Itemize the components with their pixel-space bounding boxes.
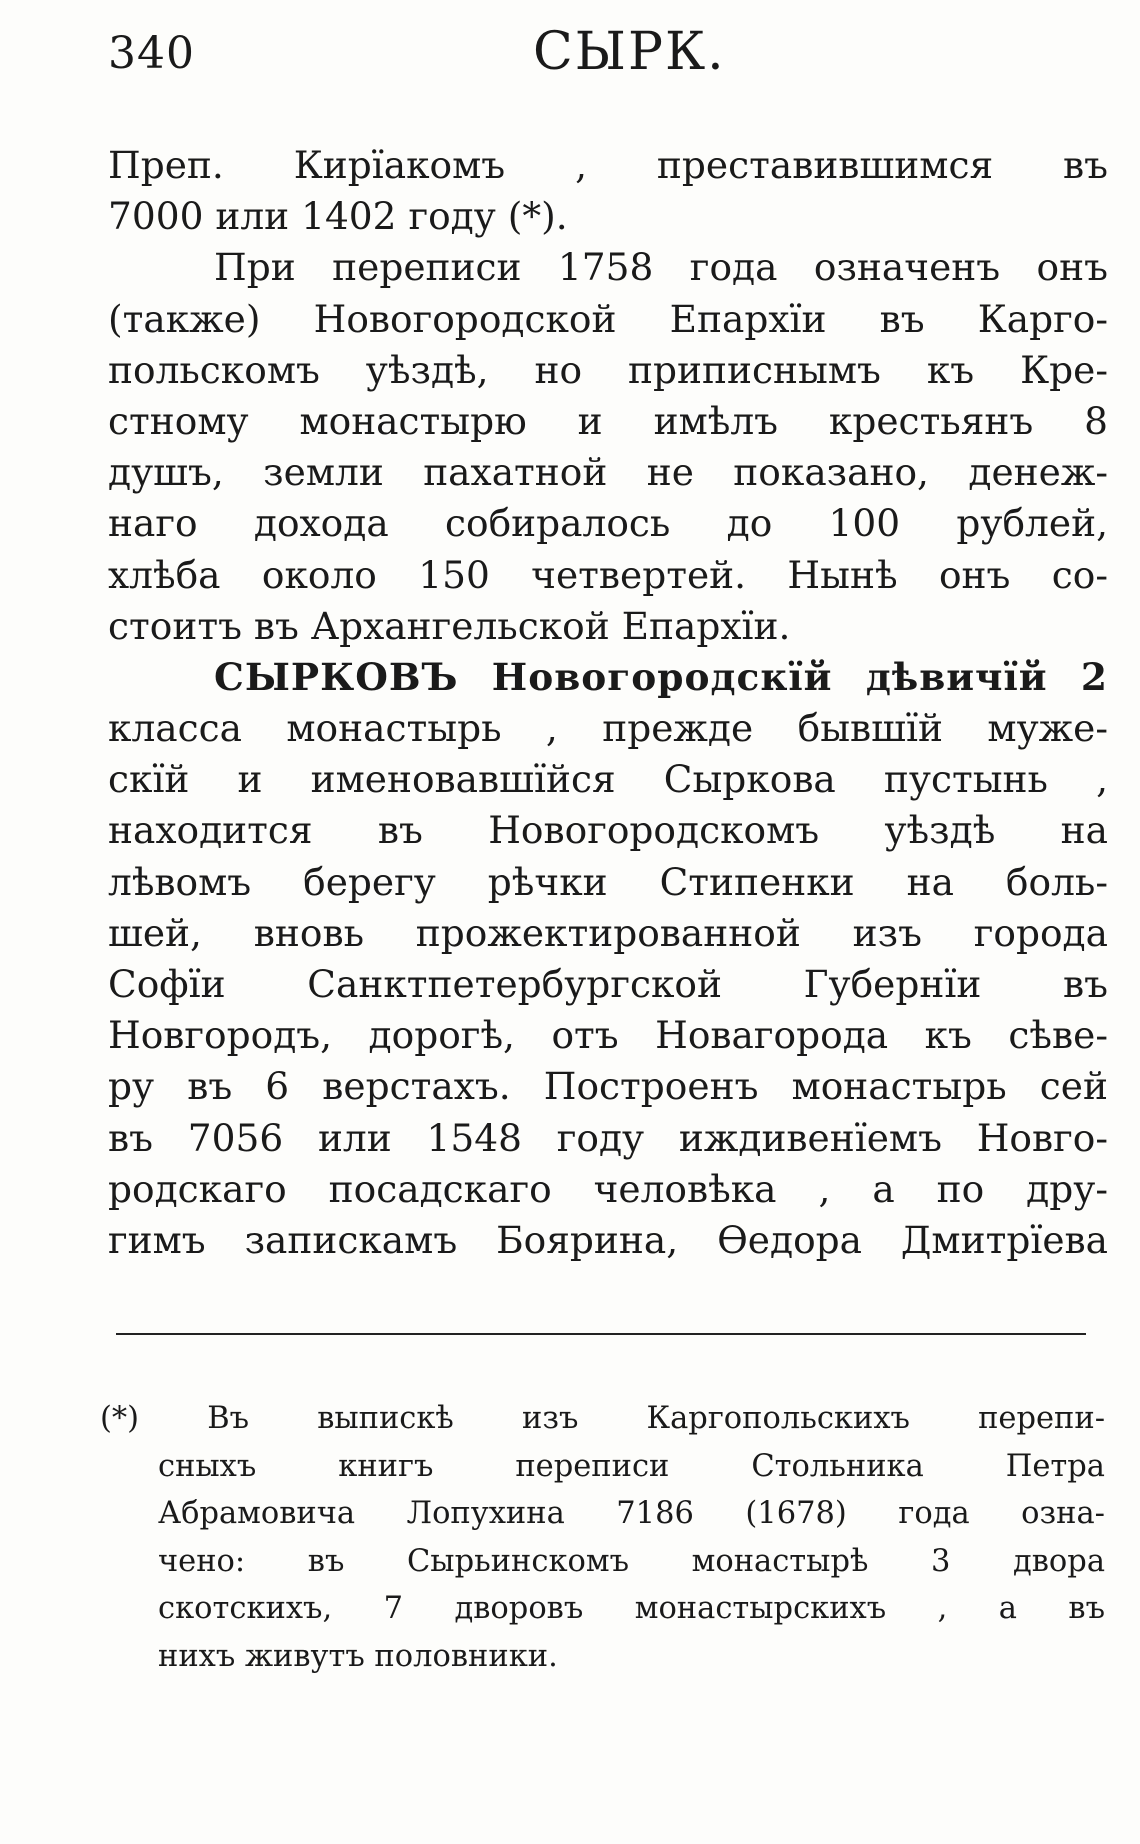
text-line: Преп. Кирїакомъ , преставившимся въ xyxy=(108,143,1108,187)
text-line: родскаго посадскаго человѣка , а по дру- xyxy=(108,1166,1108,1211)
footnote-line: (*) Въ выпискѣ изъ Каргопольскихъ перепи- xyxy=(100,1401,1105,1436)
footnote-line: скотскихъ, 7 дворовъ монастырскихъ , а въ xyxy=(158,1591,1105,1626)
footnote-line: сныхъ книгъ переписи Стольника Петра xyxy=(158,1448,1105,1484)
page-header xyxy=(108,22,1108,82)
text-line: Новгородъ, дорогѣ, отъ Новагорода къ сѣве- xyxy=(108,1013,1108,1058)
text-line: класса монастырь , прежде бывшїй муже- xyxy=(108,706,1108,751)
text-line: стоитъ въ Архангельской Епархїи. xyxy=(108,603,791,648)
footnote-line: Абрамовича Лопухина 7186 (1678) года озна- xyxy=(158,1496,1105,1531)
text-line: лѣвомъ берегу рѣчки Стипенки на боль- xyxy=(108,859,1108,904)
page-number: 340 xyxy=(108,28,195,79)
text-line: 7000 или 1402 году (*). xyxy=(108,194,568,239)
main-text xyxy=(108,140,1108,1266)
text-line: (также) Новогородской Епархїи въ Карго- xyxy=(108,296,1108,341)
text-line: хлѣба около 150 четвертей. Нынѣ онъ со- xyxy=(108,552,1108,597)
text-line: наго дохода собиралось до 100 рублей, xyxy=(108,501,1108,546)
footnote-line: чено: въ Сырьинскомъ монастырѣ 3 двора xyxy=(158,1543,1105,1579)
running-head: СЫРК. xyxy=(533,22,726,82)
text-line: шей, вновь прожектированной изъ города xyxy=(108,910,1108,955)
footnote xyxy=(100,1395,1105,1680)
text-line: гимъ запискамъ Боярина, Ѳедора Дмитрїева xyxy=(108,1217,1108,1262)
footnote-divider xyxy=(116,1333,1086,1335)
footnote-line: нихъ живутъ половники. xyxy=(158,1638,558,1674)
text-line: стному монастырю и имѣлъ крестьянъ 8 xyxy=(108,398,1108,443)
entry-heading-line: СЫРКОВЪ Новогородскїй дѣвичїй 2 xyxy=(214,654,1108,699)
text-line: находится въ Новогородскомъ уѣздѣ на xyxy=(108,808,1108,853)
text-line: скїй и именовавшїйся Сыркова пустынь , xyxy=(108,757,1108,802)
text-line: польскомъ уѣздѣ, но приписнымъ къ Кре- xyxy=(108,347,1108,392)
text-line: При переписи 1758 года означенъ онъ xyxy=(214,245,1108,290)
text-line: душъ, земли пахатной не показано, денеж- xyxy=(108,450,1108,495)
text-line: ру въ 6 верстахъ. Построенъ монастырь сей xyxy=(108,1064,1108,1109)
text-line: въ 7056 или 1548 году иждивенїемъ Новго- xyxy=(108,1115,1108,1160)
text-line: Софїи Санктпетербургской Губернїи въ xyxy=(108,962,1108,1006)
